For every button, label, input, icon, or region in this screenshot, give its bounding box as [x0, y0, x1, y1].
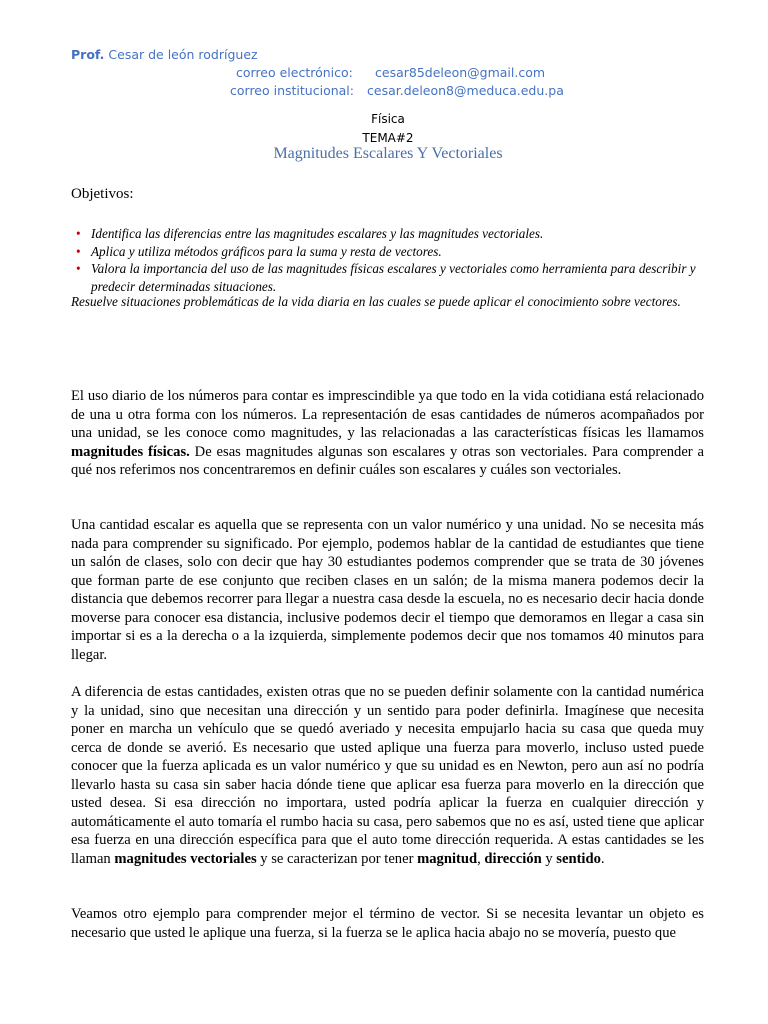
- objectives-label: Objetivos:: [71, 186, 134, 202]
- institutional-email-value[interactable]: cesar.deleon8@meduca.edu.pa: [367, 83, 564, 98]
- email-label: correo electrónico:: [236, 65, 353, 80]
- paragraph-text: A diferencia de estas cantidades, existen otras que no se pueden definir solamente con la cantidad numérica y la unidad, sino que necesitan una dirección y un sentido para poder definirla. Imagínese que necesita poner en marcha un vehículo que se quedó averiado y necesita empujarlo hacia su casa que queda muy cerca de donde se averió. Es necesario que usted aplique una fuerza para moverlo, incluso usted puede conocer que la fuerza aplicada es un valor numérico y que su unidad es en Newton, pero aun así no podría llevarlo hasta su casa sin saber hacia dónde tiene que aplicar esa fuerza para moverlo en la dirección que usted desea. Si esa dirección no importara, usted podría aplicar la fuerza en cualquier dirección y automáticamente el auto tomaría el rumbo hacia su casa, pero sabemos que no es así, usted tiene que aplicar esa fuerza en una dirección específica para que el auto tome dirección requerida. A estas cantidades se les llaman: [71, 684, 704, 867]
- objectives-list: [71, 225, 704, 295]
- paragraph-text: y: [541, 850, 557, 867]
- objective-text: Valora la importancia del uso de las magnitudes físicas escalares y vectoriales como herramienta para describir y predecir determinadas situaciones.: [91, 261, 696, 294]
- prof-prefix: Prof.: [71, 47, 105, 62]
- objective-final: Resuelve situaciones problemáticas de la vida diaria en las cuales se puede aplicar el conocimiento sobre vectores.: [71, 294, 681, 309]
- bullet-icon: •: [76, 226, 81, 241]
- paragraph-text: ,: [477, 850, 485, 867]
- objective-item: [71, 225, 704, 243]
- bold-term: magnitudes vectoriales: [114, 850, 257, 867]
- bold-term: sentido: [556, 850, 601, 867]
- bold-term: magnitud: [417, 850, 478, 867]
- topic: TEMA#2: [362, 131, 414, 145]
- bold-term: magnitudes físicas.: [71, 443, 190, 460]
- objective-text: Aplica y utiliza métodos gráficos para la suma y resta de vectores.: [91, 243, 442, 259]
- bullet-icon: •: [76, 261, 81, 276]
- paragraph-3: [71, 683, 704, 868]
- paragraph-text: .: [600, 850, 605, 867]
- objective-item: [71, 243, 704, 261]
- paragraph-2: Una cantidad escalar es aquella que se representa con un valor numérico y una unidad. No se necesita más nada para comprender su significado. Por ejemplo, podemos hablar de la cantidad de estudiantes que tiene un salón de clases, solo con decir que hay 30 estudiantes podemos comprender que se trata de 30 jóvenes que forman parte de ese conjunto que reciben clases en un salón; de la misma manera podemos decir la distancia que debemos recorrer para llegar a nuestra casa desde la escuela, no es necesario decir hacia donde moverse para conocer esa distancia, inclusive podemos decir el tiempo que demoramos en llegar a casa sin importar si es a la derecha o a la izquierda, simplemente podemos decir que nos tomamos 40 minutos para llegar.: [71, 517, 704, 663]
- paragraph-text: y se caracterizan por tener: [256, 850, 418, 867]
- paragraph-text: De esas magnitudes algunas son escalares y otras son vectoriales. Para comprender a qué nos referimos nos concentraremos en definir cuáles son escalares y cuáles son vectoriales.: [71, 443, 704, 478]
- professor-line: [71, 46, 258, 64]
- page-title: Magnitudes Escalares Y Vectoriales: [273, 145, 503, 162]
- paragraph-1: [71, 387, 704, 480]
- subject: Física: [371, 112, 405, 126]
- paragraph-4: Veamos otro ejemplo para comprender mejor el término de vector. Si se necesita levantar un objeto es necesario que usted le aplique una fuerza, si la fuerza se le aplica hacia abajo no se movería, puesto que: [71, 906, 704, 941]
- institutional-email-label: correo institucional:: [230, 83, 354, 98]
- bullet-icon: •: [76, 243, 81, 259]
- email-value[interactable]: cesar85deleon@gmail.com: [375, 65, 546, 80]
- objective-text: Identifica las diferencias entre las magnitudes escalares y las magnitudes vectoriales.: [91, 226, 544, 241]
- prof-name: Cesar de león rodríguez: [108, 47, 258, 62]
- paragraph-text: El uso diario de los números para contar es imprescindible ya que todo en la vida cotidiana está relacionado de una u otra forma con los números. La representación de esas cantidades de números acompañados por una unidad, se les conoce como magnitudes, y las relacionadas a las características físicas les llamamos: [71, 388, 704, 441]
- bold-term: dirección: [484, 850, 542, 867]
- objective-item: [71, 260, 704, 295]
